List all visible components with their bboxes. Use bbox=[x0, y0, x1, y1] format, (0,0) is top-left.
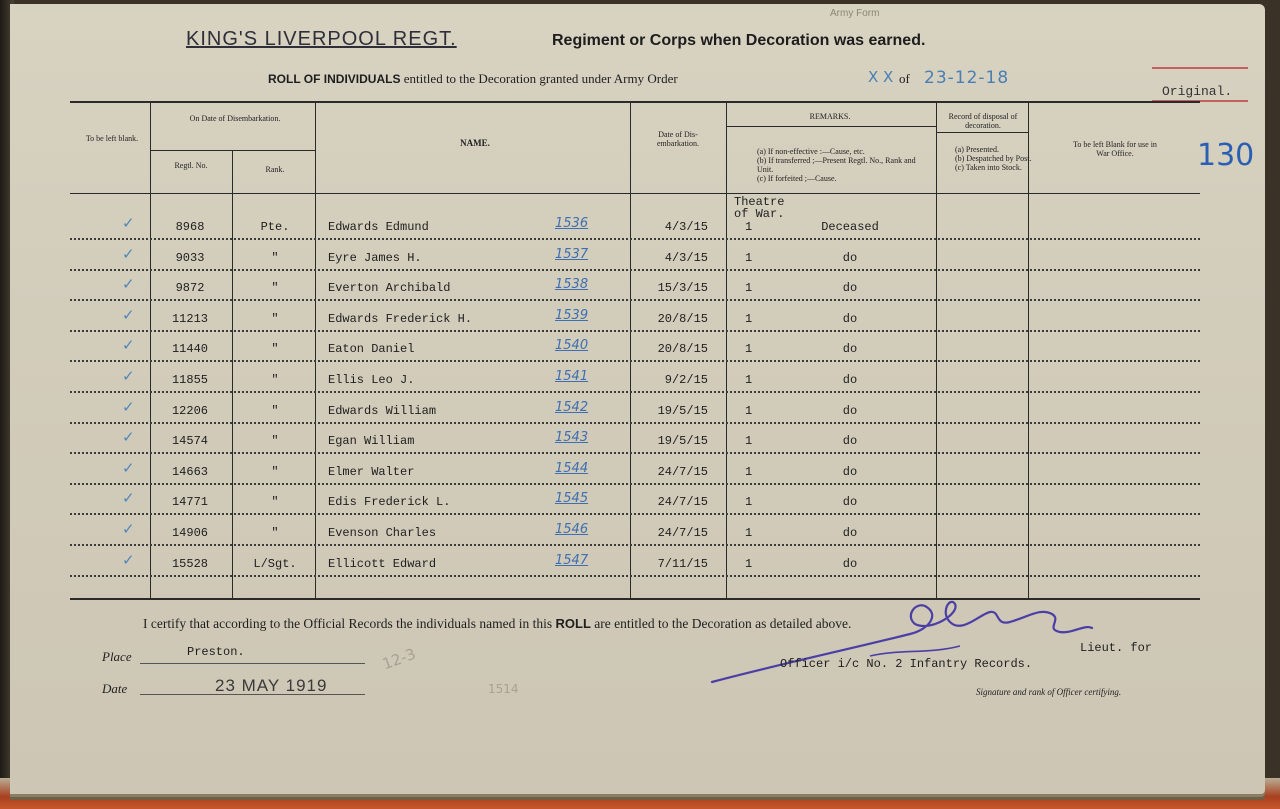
pencil-note-1: 12-3 bbox=[379, 644, 419, 674]
col-rule-6 bbox=[936, 103, 937, 598]
col-rule-7 bbox=[1028, 103, 1029, 598]
row-theatre: 1 bbox=[745, 373, 753, 387]
row-date: 9/2/15 bbox=[664, 373, 708, 387]
row-rank: " bbox=[271, 312, 279, 326]
row-tick: ✓ bbox=[122, 275, 135, 293]
date-stamp: 23 MAY 1919 bbox=[215, 676, 328, 695]
row-regtl: 14663 bbox=[171, 465, 208, 479]
row-regtl: 12206 bbox=[171, 404, 208, 418]
row-name: Eyre James H. bbox=[328, 251, 422, 265]
header-disembark: On Date of Disembarkation. bbox=[189, 114, 281, 123]
certify-roll-word: ROLL bbox=[555, 616, 591, 631]
place-value: Preston. bbox=[187, 645, 245, 659]
row-date: 20/8/15 bbox=[657, 342, 708, 356]
medal-roll-page bbox=[10, 4, 1265, 794]
row-remark: do bbox=[842, 495, 858, 509]
row-theatre: 1 bbox=[745, 342, 753, 356]
row-tick: ✓ bbox=[122, 520, 135, 538]
row-remark: do bbox=[842, 465, 858, 479]
remarks-options bbox=[757, 147, 917, 183]
row-theatre: 1 bbox=[745, 526, 753, 540]
row-sheet-number: 1538 bbox=[555, 277, 589, 292]
row-dotted-rule bbox=[70, 575, 1200, 577]
table-top-rule bbox=[70, 101, 1200, 103]
row-remark: do bbox=[842, 373, 858, 387]
form-stamp: Army Form bbox=[830, 8, 880, 19]
row-theatre: 1 bbox=[745, 404, 753, 418]
row-name: Evenson Charles bbox=[328, 526, 437, 540]
row-theatre: 1 bbox=[745, 281, 753, 295]
disposal-sub-rule bbox=[937, 132, 1028, 133]
col-rule-1 bbox=[150, 103, 151, 598]
col-rule-4 bbox=[630, 103, 631, 598]
officer-signature bbox=[700, 594, 1100, 694]
disposal-options bbox=[955, 145, 1035, 172]
roll-heading: ROLL OF INDIVIDUALS bbox=[268, 72, 401, 86]
row-rank: " bbox=[271, 465, 279, 479]
row-regtl: 8968 bbox=[175, 220, 205, 234]
place-label: Place bbox=[102, 649, 132, 664]
row-theatre: 1 bbox=[745, 434, 753, 448]
pencil-note-2: 1514 bbox=[488, 682, 519, 696]
row-dotted-rule bbox=[70, 391, 1200, 393]
order-date: 23-12-18 bbox=[924, 68, 1010, 88]
row-theatre: 1 bbox=[745, 220, 753, 234]
row-rank: " bbox=[271, 526, 279, 540]
row-regtl: 14906 bbox=[171, 526, 208, 540]
col-rule-5 bbox=[726, 103, 727, 598]
row-remark: do bbox=[842, 281, 858, 295]
disposal-option-b: (b) Despatched by Post. bbox=[955, 154, 1032, 163]
corps-label: Regiment or Corps when Decoration was earned. bbox=[552, 32, 926, 49]
row-date: 4/3/15 bbox=[664, 251, 708, 265]
row-remark: do bbox=[842, 526, 858, 540]
row-date: 4/3/15 bbox=[664, 220, 708, 234]
disposal-option-a: (a) Presented. bbox=[955, 145, 999, 154]
row-rank: " bbox=[271, 404, 279, 418]
row-dotted-rule bbox=[70, 544, 1200, 546]
row-remark: do bbox=[842, 557, 858, 571]
header-remarks: REMARKS. bbox=[809, 112, 851, 121]
row-regtl: 11213 bbox=[171, 312, 208, 326]
row-date: 24/7/15 bbox=[657, 495, 708, 509]
page-number: 130 bbox=[1197, 138, 1255, 173]
row-date: 20/8/15 bbox=[657, 312, 708, 326]
row-name: Eaton Daniel bbox=[328, 342, 415, 356]
officer-line: Officer i/c No. 2 Infantry Records. bbox=[780, 657, 1033, 671]
row-rank: L/Sgt. bbox=[253, 557, 297, 571]
row-sheet-number: 1543 bbox=[555, 430, 589, 445]
row-tick: ✓ bbox=[122, 306, 135, 324]
row-sheet-number: 1536 bbox=[555, 216, 589, 231]
row-rank: " bbox=[271, 373, 279, 387]
row-rank: " bbox=[271, 251, 279, 265]
row-date: 19/5/15 bbox=[657, 434, 708, 448]
row-name: Edwards Frederick H. bbox=[328, 312, 473, 326]
col-rule-3 bbox=[315, 103, 316, 598]
col-rule-2 bbox=[232, 150, 233, 598]
row-theatre: 1 bbox=[745, 495, 753, 509]
row-name: Edwards William bbox=[328, 404, 437, 418]
row-sheet-number: 1545 bbox=[555, 491, 589, 506]
row-regtl: 11855 bbox=[171, 373, 208, 387]
disposal-option-c: (c) Taken into Stock. bbox=[955, 163, 1022, 172]
row-tick: ✓ bbox=[122, 398, 135, 416]
row-tick: ✓ bbox=[122, 459, 135, 477]
row-date: 15/3/15 bbox=[657, 281, 708, 295]
header-name: NAME. bbox=[460, 138, 490, 148]
row-sheet-number: 1540 bbox=[555, 338, 589, 353]
order-of: of bbox=[899, 71, 910, 86]
header-date: Date of Dis-embarkation. bbox=[657, 130, 699, 148]
remarks-option-c: (c) If forfeited ;—Cause. bbox=[757, 174, 837, 183]
row-name: Ellis Leo J. bbox=[328, 373, 415, 387]
row-date: 24/7/15 bbox=[657, 465, 708, 479]
row-remark: do bbox=[842, 342, 858, 356]
row-remark: Deceased bbox=[821, 220, 879, 234]
row-regtl: 14771 bbox=[171, 495, 208, 509]
row-date: 24/7/15 bbox=[657, 526, 708, 540]
row-sheet-number: 1537 bbox=[555, 247, 589, 262]
roll-title bbox=[268, 71, 678, 87]
header-rank: Rank. bbox=[265, 165, 285, 174]
row-theatre: 1 bbox=[745, 251, 753, 265]
row-sheet-number: 1539 bbox=[555, 308, 589, 323]
header-regtl: Regtl. No. bbox=[174, 161, 208, 170]
row-sheet-number: 1542 bbox=[555, 400, 589, 415]
row-sheet-number: 1547 bbox=[555, 553, 589, 568]
date-label: Date bbox=[102, 681, 128, 696]
row-regtl: 9033 bbox=[175, 251, 205, 265]
row-regtl: 14574 bbox=[171, 434, 208, 448]
header-theatre: Theatre of War. bbox=[734, 195, 785, 221]
row-rank: " bbox=[271, 281, 279, 295]
place-rule bbox=[140, 663, 365, 664]
row-remark: do bbox=[842, 251, 858, 265]
header-disposal: Record of disposal of decoration. bbox=[948, 112, 1018, 130]
row-dotted-rule bbox=[70, 483, 1200, 485]
row-sheet-number: 1546 bbox=[555, 522, 589, 537]
row-rank: Pte. bbox=[260, 220, 290, 234]
order-marks: X X bbox=[868, 68, 894, 86]
signature-caption: Signature and rank of Officer certifying. bbox=[976, 687, 1122, 697]
row-rank: " bbox=[271, 434, 279, 448]
original-label: Original. bbox=[1162, 84, 1233, 99]
row-sheet-number: 1541 bbox=[555, 369, 589, 384]
row-regtl: 15528 bbox=[171, 557, 208, 571]
row-tick: ✓ bbox=[122, 245, 135, 263]
row-dotted-rule bbox=[70, 299, 1200, 301]
row-tick: ✓ bbox=[122, 489, 135, 507]
row-theatre: 1 bbox=[745, 465, 753, 479]
row-theatre: 1 bbox=[745, 312, 753, 326]
roll-text: entitled to the Decoration granted under Army Order bbox=[403, 71, 678, 86]
row-tick: ✓ bbox=[122, 336, 135, 354]
row-name: Egan William bbox=[328, 434, 415, 448]
row-remark: do bbox=[842, 312, 858, 326]
row-sheet-number: 1544 bbox=[555, 461, 589, 476]
row-dotted-rule bbox=[70, 360, 1200, 362]
certify-text-start: I certify that according to the Official Records the individuals named in this bbox=[143, 616, 553, 631]
row-tick: ✓ bbox=[122, 367, 135, 385]
row-name: Elmer Walter bbox=[328, 465, 415, 479]
remarks-sub-rule bbox=[726, 126, 936, 127]
row-theatre: 1 bbox=[745, 557, 753, 571]
row-rank: " bbox=[271, 342, 279, 356]
row-regtl: 11440 bbox=[171, 342, 208, 356]
row-tick: ✓ bbox=[122, 428, 135, 446]
red-rule-top bbox=[1152, 67, 1248, 69]
row-tick: ✓ bbox=[122, 214, 135, 232]
row-remark: do bbox=[842, 404, 858, 418]
row-date: 7/11/15 bbox=[657, 557, 708, 571]
remarks-option-b: (b) If transferred ;—Present Regtl. No., Rank and Unit. bbox=[757, 156, 916, 174]
table-header-rule bbox=[70, 193, 1200, 194]
row-name: Edis Frederick L. bbox=[328, 495, 451, 509]
row-tick: ✓ bbox=[122, 551, 135, 569]
row-name: Edwards Edmund bbox=[328, 220, 429, 234]
row-dotted-rule bbox=[70, 513, 1200, 515]
row-dotted-rule bbox=[70, 422, 1200, 424]
row-name: Everton Archibald bbox=[328, 281, 451, 295]
row-remark: do bbox=[842, 434, 858, 448]
certify-text-end: are entitled to the Decoration as detailed above. bbox=[594, 616, 852, 631]
row-regtl: 9872 bbox=[175, 281, 205, 295]
remarks-option-a: (a) If non-effective :—Cause, etc. bbox=[757, 147, 865, 156]
row-name: Ellicott Edward bbox=[328, 557, 437, 571]
officer-rank: Lieut. for bbox=[1080, 641, 1153, 655]
row-dotted-rule bbox=[70, 269, 1200, 271]
header-blank: To be left blank. bbox=[85, 134, 139, 143]
row-rank: " bbox=[271, 495, 279, 509]
row-date: 19/5/15 bbox=[657, 404, 708, 418]
row-dotted-rule bbox=[70, 330, 1200, 332]
header-war-office: To be left Blank for use in War Office. bbox=[1073, 140, 1157, 158]
regiment-name: KING'S LIVERPOOL REGT. bbox=[186, 28, 457, 50]
row-dotted-rule bbox=[70, 452, 1200, 454]
row-dotted-rule bbox=[70, 238, 1200, 240]
